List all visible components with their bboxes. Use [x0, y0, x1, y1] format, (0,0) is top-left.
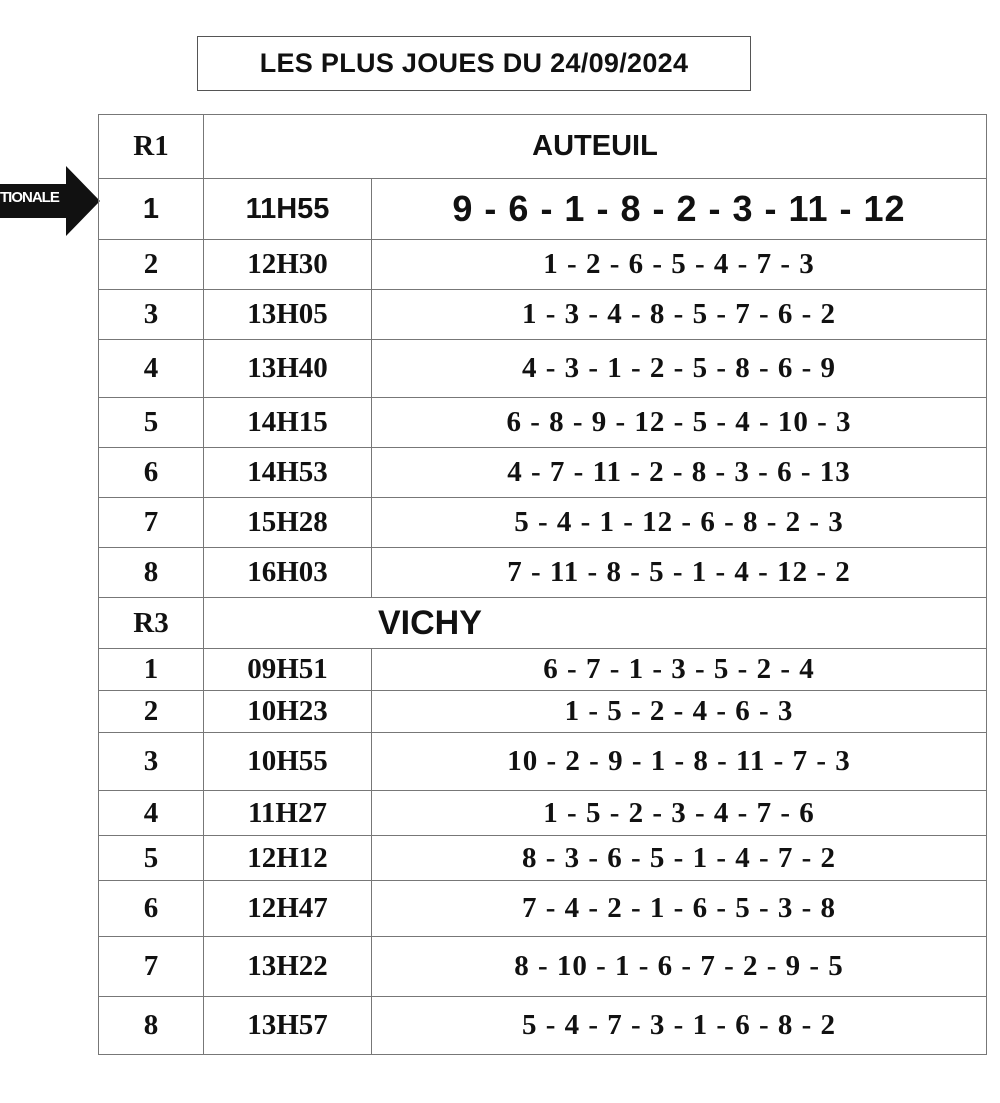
race-picks: 9 - 6 - 1 - 8 - 2 - 3 - 11 - 12	[372, 179, 987, 240]
race-picks: 4 - 3 - 1 - 2 - 5 - 8 - 6 - 9	[372, 340, 987, 398]
table-row	[99, 997, 987, 1055]
race-picks: 8 - 10 - 1 - 6 - 7 - 2 - 9 - 5	[372, 937, 987, 997]
race-number: 1	[99, 179, 204, 240]
table-row	[99, 448, 987, 498]
venue-name: VICHY	[204, 598, 987, 649]
race-time: 11H55	[204, 179, 372, 240]
race-number: 1	[99, 649, 204, 691]
table-row	[99, 733, 987, 791]
race-picks: 1 - 3 - 4 - 8 - 5 - 7 - 6 - 2	[372, 290, 987, 340]
race-number: 8	[99, 548, 204, 598]
venue-name: AUTEUIL	[204, 115, 987, 179]
race-number: 6	[99, 448, 204, 498]
race-number: 5	[99, 836, 204, 881]
race-time: 14H15	[204, 398, 372, 448]
race-time: 09H51	[204, 649, 372, 691]
race-picks: 10 - 2 - 9 - 1 - 8 - 11 - 7 - 3	[372, 733, 987, 791]
race-number: 6	[99, 881, 204, 937]
race-number: 3	[99, 290, 204, 340]
table-row	[99, 548, 987, 598]
race-time: 13H22	[204, 937, 372, 997]
race-picks: 7 - 4 - 2 - 1 - 6 - 5 - 3 - 8	[372, 881, 987, 937]
race-time: 11H27	[204, 791, 372, 836]
race-number: 2	[99, 691, 204, 733]
table-row	[99, 649, 987, 691]
table-row	[99, 791, 987, 836]
race-number: 5	[99, 398, 204, 448]
race-time: 12H12	[204, 836, 372, 881]
meeting-header-r3	[99, 598, 987, 649]
race-number: 2	[99, 240, 204, 290]
table-row	[99, 498, 987, 548]
table-row	[99, 179, 987, 240]
table-row	[99, 240, 987, 290]
meeting-label: R3	[99, 598, 204, 649]
race-picks: 4 - 7 - 11 - 2 - 8 - 3 - 6 - 13	[372, 448, 987, 498]
race-number: 7	[99, 937, 204, 997]
arrow-label: TIONALE	[0, 189, 59, 206]
meeting-header-r1	[99, 115, 987, 179]
page-title: LES PLUS JOUES DU 24/09/2024	[197, 36, 751, 91]
race-time: 15H28	[204, 498, 372, 548]
race-number: 4	[99, 791, 204, 836]
table-row	[99, 290, 987, 340]
race-time: 13H05	[204, 290, 372, 340]
races-table	[98, 114, 987, 1055]
race-time: 13H57	[204, 997, 372, 1055]
race-time: 14H53	[204, 448, 372, 498]
race-time: 13H40	[204, 340, 372, 398]
race-picks: 1 - 5 - 2 - 4 - 6 - 3	[372, 691, 987, 733]
race-picks: 8 - 3 - 6 - 5 - 1 - 4 - 7 - 2	[372, 836, 987, 881]
table-row	[99, 398, 987, 448]
race-time: 10H23	[204, 691, 372, 733]
race-time: 12H47	[204, 881, 372, 937]
race-time: 10H55	[204, 733, 372, 791]
race-number: 7	[99, 498, 204, 548]
race-picks: 7 - 11 - 8 - 5 - 1 - 4 - 12 - 2	[372, 548, 987, 598]
race-picks: 5 - 4 - 7 - 3 - 1 - 6 - 8 - 2	[372, 997, 987, 1055]
table-row	[99, 340, 987, 398]
table-row	[99, 881, 987, 937]
race-picks: 6 - 7 - 1 - 3 - 5 - 2 - 4	[372, 649, 987, 691]
meeting-label: R1	[99, 115, 204, 179]
table-row	[99, 836, 987, 881]
race-time: 16H03	[204, 548, 372, 598]
table-row	[99, 937, 987, 997]
race-number: 8	[99, 997, 204, 1055]
race-picks: 6 - 8 - 9 - 12 - 5 - 4 - 10 - 3	[372, 398, 987, 448]
race-time: 12H30	[204, 240, 372, 290]
race-picks: 1 - 2 - 6 - 5 - 4 - 7 - 3	[372, 240, 987, 290]
race-number: 3	[99, 733, 204, 791]
race-number: 4	[99, 340, 204, 398]
table-row	[99, 691, 987, 733]
race-picks: 5 - 4 - 1 - 12 - 6 - 8 - 2 - 3	[372, 498, 987, 548]
race-picks: 1 - 5 - 2 - 3 - 4 - 7 - 6	[372, 791, 987, 836]
